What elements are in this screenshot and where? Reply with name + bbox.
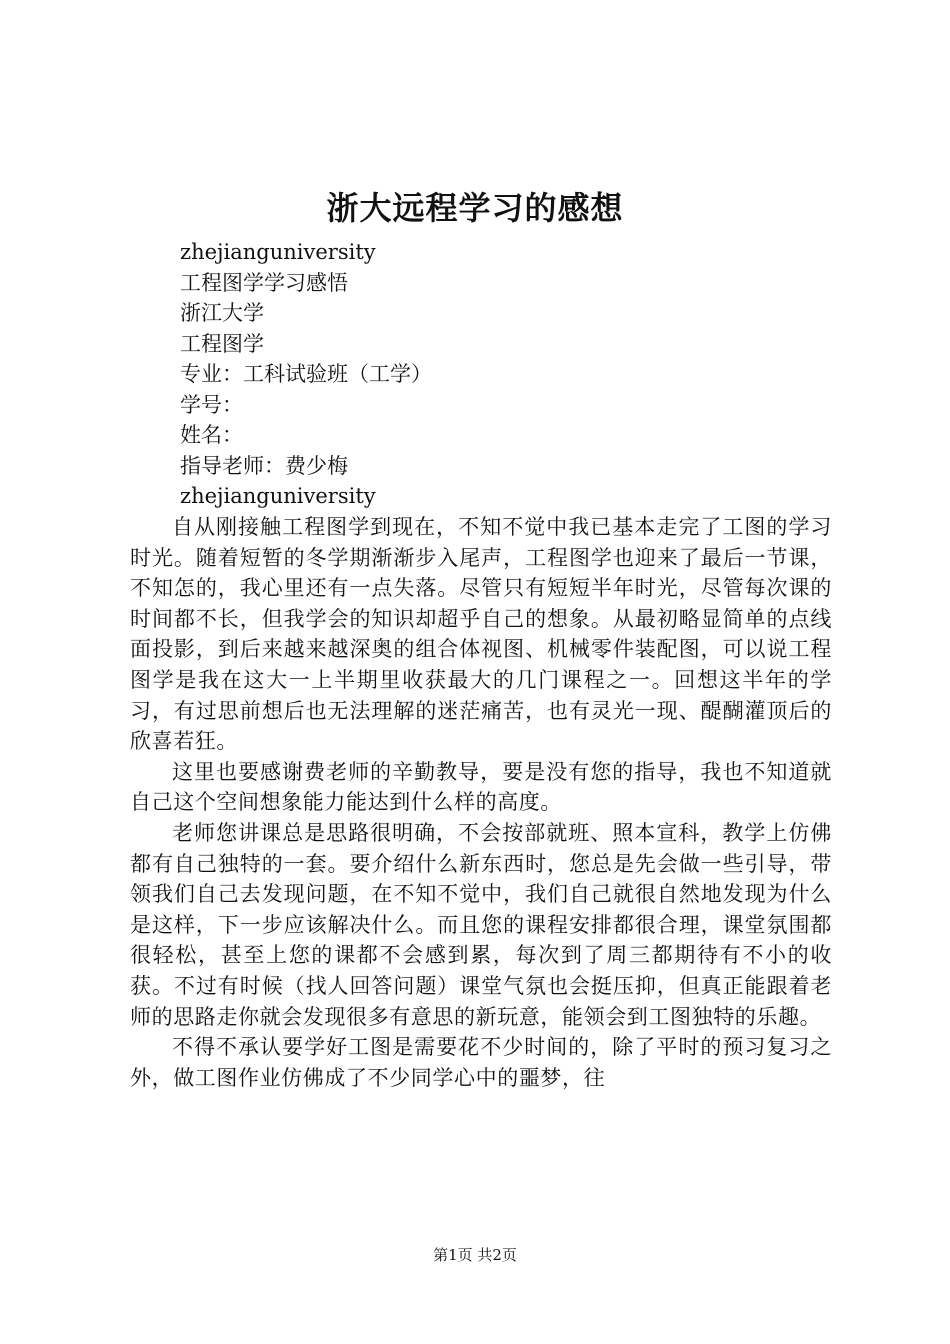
university-name: 浙江大学 (180, 301, 264, 325)
student-name-field: 姓名： (180, 423, 243, 447)
university-name-en: zhejianguniversity (180, 240, 376, 264)
course-name: 工程图学 (180, 331, 264, 356)
major-field: 专业：工科试验班（工学） (180, 362, 432, 386)
paragraph-4: 不得不承认要学好工图是需要花不少时间的，除了平时的预习复习之外，做工图作业仿佛成了不少同学心中的噩梦，往 (130, 1035, 832, 1090)
student-id-field: 学号： (180, 392, 243, 417)
report-subtitle: 工程图学学习感悟 (180, 270, 348, 295)
paragraph-1: 自从刚接触工程图学到现在，不知不觉中我已基本走完了工图的学习时光。随着短暂的冬学期渐渐步入尾声，工程图学也迎来了最后一节课，不知怎的，我心里还有一点失落。尽管只有短短半年时光，尽管每次课的时间都不长，但我学会的知识却超乎自己的想象。从最初略显简单的点线面投影，到后来越来越深奥的组合体视图、机械零件装配图，可以说工程图学是我在这大一上半期里收获最大的几门课程之一。回想这半年的学习，有过思前想后也无法理解的迷茫痛苦，也有灵光一现、醍醐灌顶后的欣喜若狂。 (130, 515, 832, 754)
university-name-en-repeat: zhejianguniversity (180, 484, 376, 508)
document-title: 浙大远程学习的感想 (326, 189, 624, 227)
paragraph-2: 这里也要感谢费老师的辛勤教导，要是没有您的指导，我也不知道就自己这个空间想象能力能达到什么样的高度。 (130, 759, 832, 815)
document-body (130, 512, 832, 1093)
paragraph-3: 老师您讲课总是思路很明确，不会按部就班、照本宣科，教学上仿佛都有自己独特的一套。要介绍什么新东西时，您总是先会做一些引导，带领我们自己去发现问题，在不知不觉中，我们自己就很自然地发现为什么是这样，下一步应该解决什么。而且您的课程安排都很合理，课堂氛围都很轻松，甚至上您的课都不会感到累，每次到了周三都期待有不小的收获。不过有时候（找人回答问题）课堂气氛也会挺压抑，但真正能跟着老师的思路走你就会发现很多有意思的新玩意，能领会到工图独特的乐趣。 (130, 820, 832, 1029)
cover-info-list (180, 237, 780, 512)
advisor-field: 指导老师：费少梅 (180, 453, 348, 478)
page-number-footer: 第1页 共2页 (433, 1246, 517, 1264)
